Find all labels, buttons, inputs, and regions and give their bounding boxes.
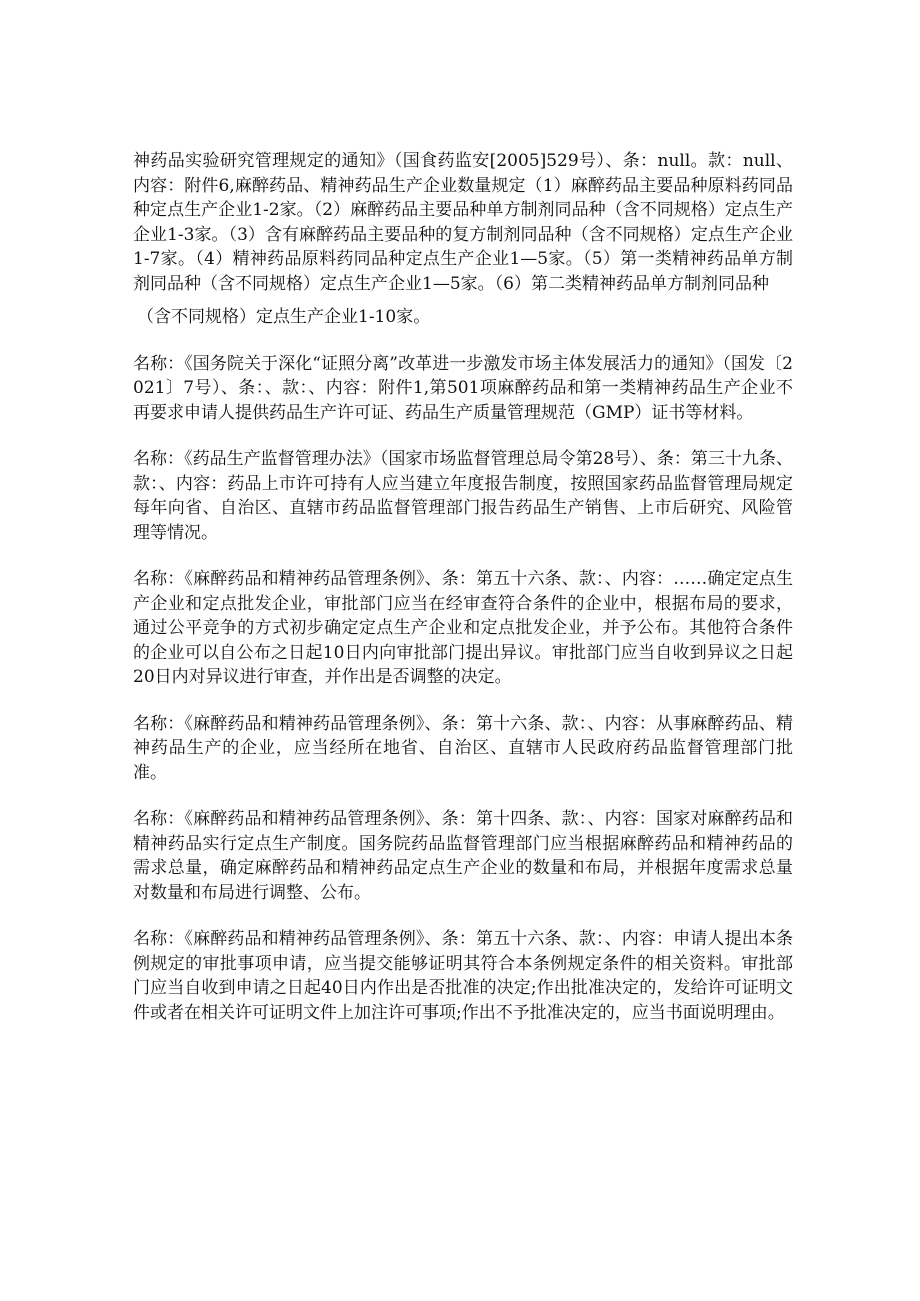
document-body	[133, 149, 793, 1025]
paragraph-regulation-article-14: 名称：《麻醉药品和精神药品管理条例》、条：第十四条、款：、内容：国家对麻醉药品和精神药品实行定点生产制度。国务院药品监督管理部门应当根据麻醉药品和精神药品的需求总量，确定麻醉药品和精神药品定点生产企业的数量和布局，并根据年度需求总量对数量和布局进行调整、公布。	[133, 809, 793, 903]
paragraph-state-council-notice: 名称：《国务院关于深化“证照分离”改革进一步激发市场主体发展活力的通知》（国发〔2021〕7号）、条：、款：、内容：附件1,第501项麻醉药品和第一类精神药品生产企业不再要求申请人提供药品生产许可证、药品生产质量管理规范（GMP）证书等材料。	[133, 353, 793, 423]
paragraph-regulation-article-56-a: 名称：《麻醉药品和精神药品管理条例》、条：第五十六条、款：、内容：……确定定点生产企业和定点批发企业，审批部门应当在经审查符合条件的企业中，根据布局的要求，通过公平竞争的方式初步确定定点生产企业和定点批发企业，并予公布。其他符合条件的企业可以自公布之日起10日内向审批部门提出异议。审批部门应当自收到异议之日起20日内对异议进行审查，并作出是否调整的决定。	[133, 569, 793, 687]
paragraph-regulation-article-56-b: 名称：《麻醉药品和精神药品管理条例》、条：第五十六条、款：、内容：申请人提出本条例规定的审批事项申请，应当提交能够证明其符合本条例规定条件的相关资料。审批部门应当自收到申请之日起40日内作出是否批准的决定;作出批准决定的，发给许可证明文件或者在相关许可证明文件上加注许可事项;作出不予批准决定的，应当书面说明理由。	[133, 929, 793, 1023]
paragraph-notice-continuation: 神药品实验研究管理规定的通知》（国食药监安[2005]529号）、条：null。款：null、内容：附件6,麻醉药品、精神药品生产企业数量规定（1）麻醉药品主要品种原料药同品种定点生产企业1-2家。（2）麻醉药品主要品种单方制剂同品种（含不同规格）定点生产企业1-3家。（3）含有麻醉药品主要品种的复方制剂同品种（含不同规格）定点生产企业1-7家。（4）精神药品原料药同品种定点生产企业1—5家。（5）第一类精神药品单方制剂同品种（含不同规格）定点生产企业1—5家。（6）第二类精神药品单方制剂同品种	[133, 151, 793, 294]
paragraph-production-supervision: 名称：《药品生产监督管理办法》（国家市场监督管理总局令第28号）、条：第三十九条、款：、内容：药品上市许可持有人应当建立年度报告制度，按照国家药品监督管理局规定每年向省、自治区、直辖市药品监督管理部门报告药品生产销售、上市后研究、风险管理等情况。	[133, 449, 793, 543]
paragraph-regulation-article-16: 名称：《麻醉药品和精神药品管理条例》、条：第十六条、款：、内容：从事麻醉药品、精神药品生产的企业，应当经所在地省、自治区、直辖市人民政府药品监督管理部门批准。	[133, 713, 793, 783]
paragraph-notice-tail: （含不同规格）定点生产企业1-10家。	[137, 307, 431, 327]
